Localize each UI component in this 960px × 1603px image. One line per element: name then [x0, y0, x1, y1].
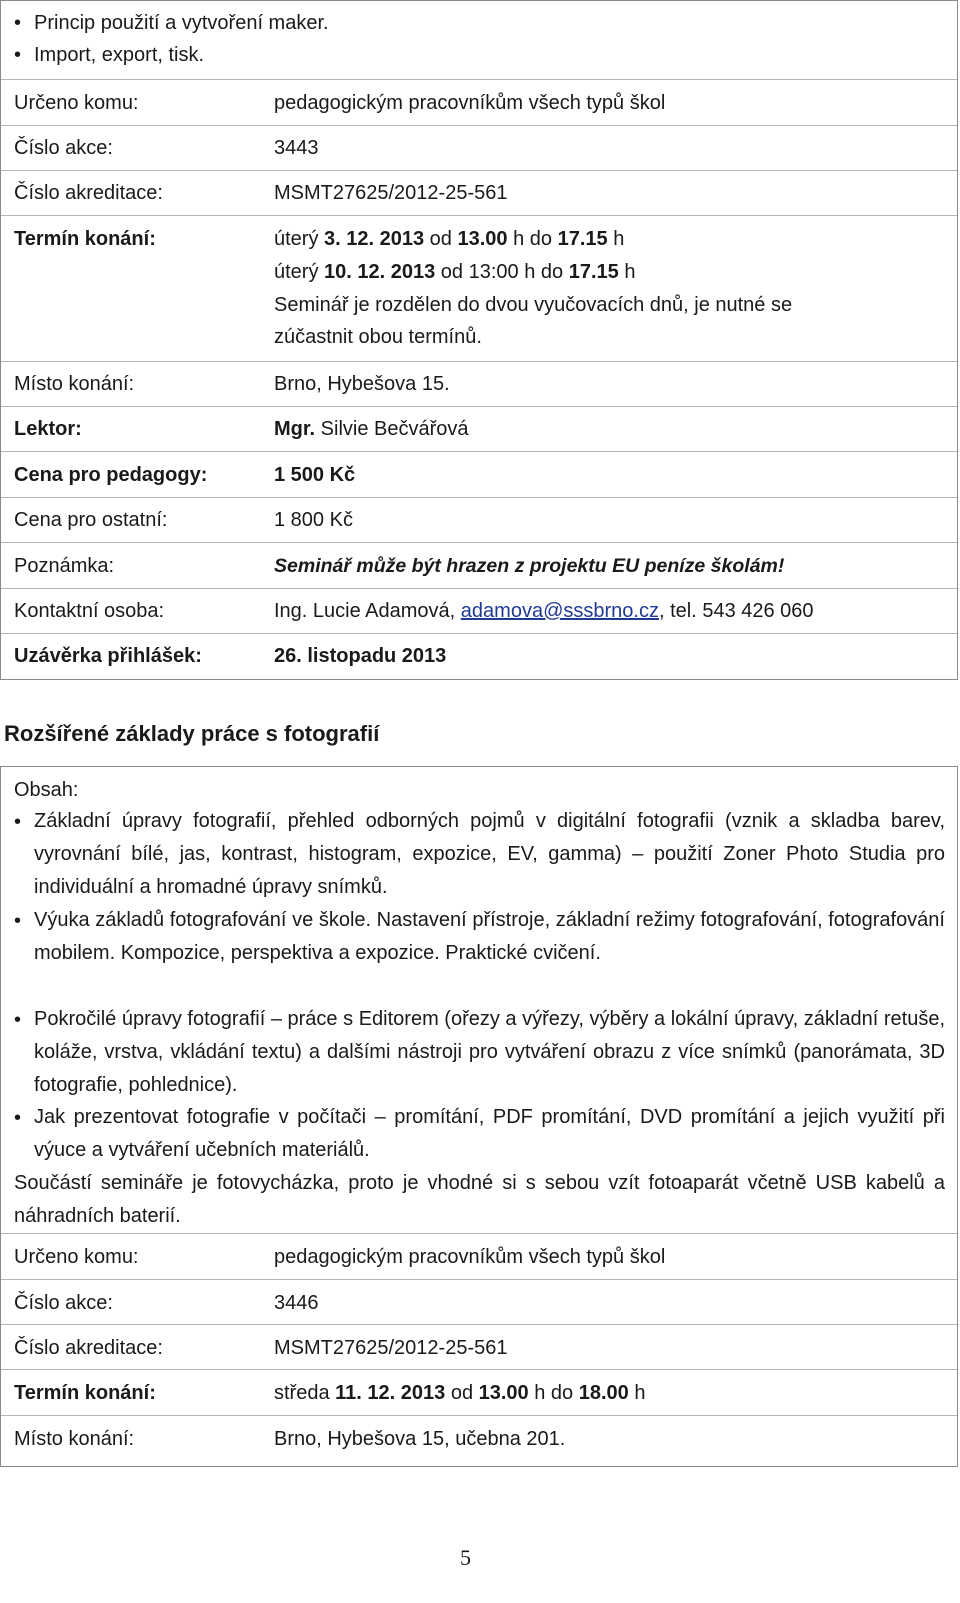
row-uzaverka — [1, 633, 957, 681]
row-cislo-akce — [1, 1279, 957, 1325]
value: 1 800 Kč — [274, 509, 353, 531]
label: Cena pro pedagogy: — [14, 464, 208, 486]
time: 17.15 — [557, 228, 608, 250]
label: Poznámka: — [14, 555, 115, 577]
text: h — [628, 1382, 646, 1404]
row-cena-ostatni — [1, 497, 957, 543]
value: pedagogickým pracovníkům všech typů škol — [274, 92, 666, 114]
value — [274, 416, 469, 442]
list-item: Princip použití a vytvoření maker. — [34, 12, 329, 34]
obsah-label: Obsah: — [14, 779, 79, 801]
course-info-table-1 — [0, 0, 958, 680]
value — [274, 598, 814, 624]
value: 26. listopadu 2013 — [274, 645, 447, 667]
row-akreditace — [1, 170, 957, 216]
text: h do — [507, 228, 558, 250]
list-item: Import, export, tisk. — [34, 44, 205, 66]
text: od — [445, 1382, 479, 1404]
termin-line-3: Seminář je rozdělen do dvou vyučovacích dnů, je nutné se — [274, 294, 793, 316]
row-termin — [1, 215, 957, 362]
bullets-block — [1, 1, 957, 79]
label: Kontaktní osoba: — [14, 600, 165, 622]
label: Číslo akce: — [14, 137, 113, 159]
text: od — [424, 228, 458, 250]
value: 3443 — [274, 137, 319, 159]
row-urceno — [1, 79, 957, 126]
list-item: Jak prezentovat fotografie v počítači – promítání, PDF promítání, DVD promítání a jejich využití při výuce a vytváření učebních materiálů. — [34, 1106, 945, 1161]
section-heading: Rozšířené základy práce s fotografií — [4, 721, 380, 746]
phone: , tel. 543 426 060 — [658, 600, 814, 622]
bullet-icon: • — [14, 1107, 22, 1129]
page-number: 5 — [460, 1545, 471, 1570]
value: Brno, Hybešova 15, učebna 201. — [274, 1428, 566, 1450]
row-cena-pedagogy — [1, 451, 957, 498]
text: úterý — [274, 261, 325, 283]
title: Mgr. — [274, 418, 316, 440]
row-misto — [1, 361, 957, 407]
row-lektor — [1, 406, 957, 452]
bullet-icon: • — [14, 1009, 22, 1031]
time: 18.00 — [578, 1382, 629, 1404]
text: úterý — [274, 228, 325, 250]
label: Cena pro ostatní: — [14, 509, 168, 531]
text: h do — [528, 1382, 579, 1404]
bullet-icon: • — [14, 44, 22, 66]
list-item: Výuka základů fotografování ve škole. Nastavení přístroje, základní režimy fotografování, fotografování mobilem. Kompozice, perspektiva a expozice. Praktické cvičení. — [34, 909, 945, 964]
row-kontakt — [1, 588, 957, 634]
text: od 13:00 h do — [435, 261, 569, 283]
value: MSMT27625/2012-25-561 — [274, 1337, 508, 1359]
text: h — [618, 261, 636, 283]
termin-line-2 — [274, 259, 635, 285]
label: Termín konání: — [14, 1382, 156, 1404]
list-item: Základní úpravy fotografií, přehled odborných pojmů v digitální fotografii (vznik a skladba barev, vyrovnání bílé, jas, kontrast, histogram, expozice, EV, gamma) – použití Zoner Photo Studia pro individuální a hromadné úpravy snímků. — [34, 810, 945, 898]
date: 11. 12. 2013 — [335, 1382, 446, 1404]
label: Lektor: — [14, 418, 82, 440]
time: 17.15 — [568, 261, 619, 283]
name: Silvie Bečvářová — [315, 418, 469, 440]
bullet-icon: • — [14, 12, 22, 34]
list-item: Pokročilé úpravy fotografií – práce s Editorem (ořezy a výřezy, výběry a lokální úpravy, základní retuše, koláže, vrstva, vkládání textu) a dalšími nástroji pro vytváření obrazu z více snímků (panorámata, 3D fotografie, pohlednice). — [34, 1008, 945, 1096]
date: 3. 12. 2013 — [324, 228, 425, 250]
row-misto — [1, 1415, 957, 1468]
label: Určeno komu: — [14, 92, 139, 114]
row-urceno — [1, 1233, 957, 1280]
contact-name: Ing. Lucie Adamová, — [274, 600, 461, 622]
date: 10. 12. 2013 — [324, 261, 436, 283]
email-link[interactable]: adamova@sssbrno.cz — [460, 600, 659, 622]
value — [274, 1380, 645, 1406]
time: 13.00 — [457, 228, 508, 250]
label: Určeno komu: — [14, 1246, 139, 1268]
row-cislo-akce — [1, 125, 957, 171]
label: Číslo akreditace: — [14, 1337, 163, 1359]
text: h — [607, 228, 625, 250]
value: 3446 — [274, 1292, 319, 1314]
row-termin — [1, 1369, 957, 1416]
label: Termín konání: — [14, 228, 156, 250]
text: středa — [274, 1382, 336, 1404]
row-akreditace — [1, 1324, 957, 1370]
label: Místo konání: — [14, 373, 135, 395]
bullet-icon: • — [14, 811, 22, 833]
course-info-table-2 — [0, 766, 958, 1467]
bullet-icon: • — [14, 910, 22, 932]
note-paragraph: Součástí semináře je fotovycházka, proto je vhodné si s sebou vzít fotoaparát včetně USB kabelů a náhradních baterií. — [14, 1172, 945, 1227]
label: Uzávěrka přihlášek: — [14, 645, 202, 667]
value: Brno, Hybešova 15. — [274, 373, 450, 395]
value: 1 500 Kč — [274, 464, 356, 486]
value: MSMT27625/2012-25-561 — [274, 182, 508, 204]
content-block — [1, 767, 957, 1233]
termin-line-4: zúčastnit obou termínů. — [274, 326, 482, 348]
label: Místo konání: — [14, 1428, 135, 1450]
row-poznamka — [1, 542, 957, 589]
termin-line-1 — [274, 226, 624, 252]
time: 13.00 — [478, 1382, 529, 1404]
value: Seminář může být hrazen z projektu EU peníze školám! — [274, 555, 785, 577]
label: Číslo akreditace: — [14, 182, 163, 204]
value: pedagogickým pracovníkům všech typů škol — [274, 1246, 666, 1268]
label: Číslo akce: — [14, 1292, 113, 1314]
